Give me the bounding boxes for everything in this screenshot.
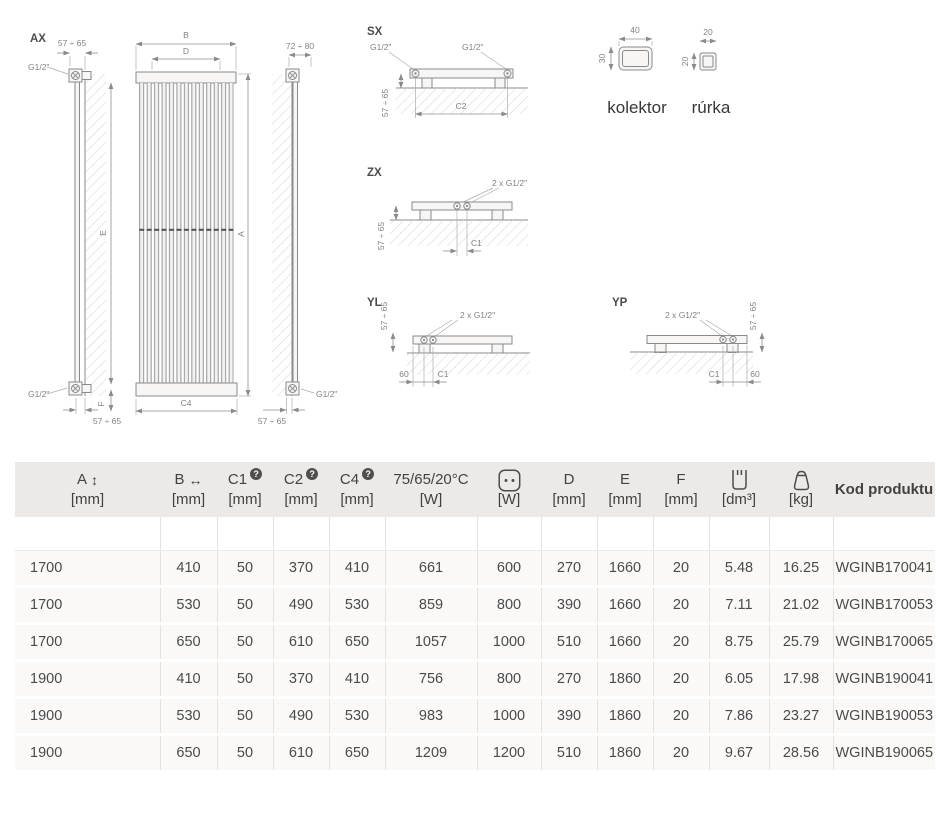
cell-c4: 410 [329, 551, 385, 587]
cell-c1: 50 [217, 661, 273, 698]
cell-c4: 650 [329, 624, 385, 661]
cell-d: 390 [541, 587, 597, 624]
cell-weight: 28.56 [769, 735, 833, 772]
wall-hatch [272, 74, 292, 396]
cell-b: 650 [160, 624, 217, 661]
dim-conn: 2 x G1/2" [492, 178, 528, 188]
cell-e [597, 517, 653, 551]
cell-e: 1860 [597, 735, 653, 772]
drawing-yl [367, 297, 530, 387]
table-row [15, 587, 935, 624]
dim-conn-bottom-right: G1/2" [316, 389, 338, 399]
dim-conn: 2 x G1/2" [665, 310, 701, 320]
top-collector [136, 72, 236, 83]
cell-f: 20 [653, 624, 709, 661]
rurka-label: rúrka [691, 98, 731, 117]
col-header-d [541, 462, 597, 517]
cell-power_el: 1000 [477, 624, 541, 661]
question-icon[interactable]: ? [306, 468, 318, 480]
cell-e: 1660 [597, 624, 653, 661]
drawing-label-sx: SX [367, 26, 383, 38]
cell-volume: 7.86 [709, 698, 769, 735]
drawing-label-yl: YL [367, 297, 382, 309]
cell-kod: WGINB170041 [833, 551, 935, 587]
cell-c4 [329, 517, 385, 551]
dim-c1: C1 [471, 238, 482, 248]
cell-c1: 50 [217, 624, 273, 661]
cell-d: 270 [541, 661, 597, 698]
question-icon[interactable]: ? [362, 468, 374, 480]
col-label: D [563, 471, 575, 488]
cell-kod: WGINB170065 [833, 624, 935, 661]
dim-d: D [182, 46, 190, 56]
cell-e: 1860 [597, 661, 653, 698]
cell-c2: 370 [273, 551, 329, 587]
spec-table-wrap [15, 462, 935, 773]
wall-hatch [390, 220, 528, 246]
cell-a: 1700 [15, 551, 160, 587]
question-icon[interactable]: ? [250, 468, 262, 480]
dim-c1: C1 [708, 369, 720, 379]
cell-d: 270 [541, 551, 597, 587]
dim-wall-offset-bottom-right: 57 ÷ 65 [257, 416, 287, 426]
dim-f: F [96, 401, 106, 407]
cell-d: 390 [541, 698, 597, 735]
dim-bracket-depth: 72 ÷ 80 [285, 41, 315, 51]
cell-c1: 50 [217, 551, 273, 587]
cell-c4: 530 [329, 587, 385, 624]
col-header-a [15, 462, 160, 517]
col-label: Kod produktu [834, 480, 934, 498]
cell-b: 530 [160, 587, 217, 624]
table-row [15, 661, 935, 698]
table-row [15, 735, 935, 772]
col-unit: [mm] [608, 491, 642, 508]
drawing-ax [28, 30, 337, 426]
cell-a: 1700 [15, 587, 160, 624]
volume-icon [730, 469, 749, 491]
cell-c1: 50 [217, 587, 273, 624]
dim-conn-left: G1/2" [370, 42, 392, 52]
cell-a: 1900 [15, 661, 160, 698]
spec-table [15, 462, 935, 773]
dim-wall-offset-bottom-left: 57 ÷ 65 [92, 416, 122, 426]
dim-a: A [236, 231, 246, 237]
cell-weight: 23.27 [769, 698, 833, 735]
cell-power_el: 800 [477, 661, 541, 698]
col-label: 75/65/20°C [393, 471, 469, 488]
col-unit: [mm] [228, 491, 262, 508]
kolektor-label: kolektor [607, 98, 667, 117]
drawing-sx [367, 26, 528, 118]
cell-d [541, 517, 597, 551]
cell-weight: 16.25 [769, 551, 833, 587]
cell-f: 20 [653, 735, 709, 772]
cell-power756520 [385, 517, 477, 551]
col-header-c4 [329, 462, 385, 517]
dim-rurka-height: 20 [680, 56, 690, 67]
col-unit: [mm] [340, 491, 374, 508]
cell-b: 410 [160, 661, 217, 698]
cell-f [653, 517, 709, 551]
drawing-label-ax: AX [30, 33, 46, 45]
col-header-volume [709, 462, 769, 517]
col-header-weight [769, 462, 833, 517]
drawing-label-zx: ZX [367, 167, 382, 179]
cell-c4: 650 [329, 735, 385, 772]
cell-d: 510 [541, 735, 597, 772]
table-row [15, 551, 935, 587]
cell-kod [833, 517, 935, 551]
dim-wall-offset: 57 ÷ 65 [379, 301, 389, 331]
dim-e: E [98, 230, 108, 236]
cell-power_el [477, 517, 541, 551]
cell-f: 20 [653, 661, 709, 698]
dim-rurka-width: 20 [703, 27, 713, 37]
drawing-label-yp: YP [612, 297, 628, 309]
cell-power_el: 1200 [477, 735, 541, 772]
cell-volume: 7.11 [709, 587, 769, 624]
cell-weight: 25.79 [769, 624, 833, 661]
col-header-c2 [273, 462, 329, 517]
col-unit: [kg] [788, 491, 814, 508]
cell-c2: 490 [273, 587, 329, 624]
col-unit: [mm] [70, 491, 105, 508]
profiles [597, 25, 731, 117]
cell-volume: 9.67 [709, 735, 769, 772]
table-row [15, 624, 935, 661]
cell-c1: 50 [217, 698, 273, 735]
table-header-row [15, 462, 935, 517]
arrow-horizontal-icon: ↔ [188, 472, 203, 488]
weight-icon [790, 469, 813, 492]
col-unit: [mm] [664, 491, 698, 508]
col-header-e [597, 462, 653, 517]
col-unit: [mm] [284, 491, 318, 508]
cell-e: 1660 [597, 587, 653, 624]
col-label: F [676, 471, 686, 488]
dim-conn-bottom-left: G1/2" [28, 389, 50, 399]
cell-b [160, 517, 217, 551]
cell-volume [709, 517, 769, 551]
col-label: E [619, 471, 630, 488]
cell-a: 1700 [15, 624, 160, 661]
cell-power756520: 1209 [385, 735, 477, 772]
cell-c1 [217, 517, 273, 551]
col-unit: [W] [419, 491, 443, 508]
dim-kolektor-height: 30 [597, 53, 607, 64]
cell-a: 1900 [15, 698, 160, 735]
cell-d: 510 [541, 624, 597, 661]
cell-power756520: 983 [385, 698, 477, 735]
wall-hatch [630, 352, 753, 374]
col-label: C2 [283, 471, 304, 488]
col-header-kod [833, 462, 935, 517]
dim-60: 60 [750, 369, 760, 379]
cell-kod: WGINB190053 [833, 698, 935, 735]
dim-conn-top-left: G1/2" [28, 62, 50, 72]
cell-kod: WGINB190041 [833, 661, 935, 698]
col-label: C4 [339, 471, 360, 488]
dim-wall-offset-top: 57 ÷ 65 [57, 38, 87, 48]
col-header-power_el [477, 462, 541, 517]
col-label: B [174, 471, 185, 488]
cell-weight [769, 517, 833, 551]
col-header-b [160, 462, 217, 517]
arrow-vertical-icon: ↕ [91, 472, 98, 488]
table-row-empty [15, 517, 935, 551]
col-header-c1 [217, 462, 273, 517]
cell-f: 20 [653, 551, 709, 587]
dim-wall-offset: 57 ÷ 65 [748, 301, 758, 331]
dim-c1: C1 [437, 369, 449, 379]
col-label: A [76, 471, 87, 488]
col-unit: [mm] [552, 491, 586, 508]
cell-c2: 490 [273, 698, 329, 735]
dim-c2: C2 [455, 101, 467, 111]
cell-a: 1900 [15, 735, 160, 772]
col-header-f [653, 462, 709, 517]
table-row [15, 698, 935, 735]
radiator-tubes [138, 83, 234, 383]
cell-c2 [273, 517, 329, 551]
cell-c4: 530 [329, 698, 385, 735]
bottom-collector [136, 383, 237, 396]
wall-hatch [407, 353, 530, 375]
cell-b: 410 [160, 551, 217, 587]
cell-power756520: 756 [385, 661, 477, 698]
cell-f: 20 [653, 587, 709, 624]
dim-b: B [183, 30, 189, 40]
col-unit: [dm³] [721, 491, 757, 508]
cell-c2: 610 [273, 624, 329, 661]
cell-power_el: 800 [477, 587, 541, 624]
cell-power756520: 1057 [385, 624, 477, 661]
cell-power_el: 600 [477, 551, 541, 587]
dim-wall-offset: 57 ÷ 65 [380, 88, 390, 118]
socket-icon [497, 469, 522, 492]
cell-volume: 5.48 [709, 551, 769, 587]
dim-conn: 2 x G1/2" [460, 310, 496, 320]
cell-power_el: 1000 [477, 698, 541, 735]
cell-c4: 410 [329, 661, 385, 698]
cell-f: 20 [653, 698, 709, 735]
dim-wall-offset: 57 ÷ 65 [376, 221, 386, 251]
cell-e: 1860 [597, 698, 653, 735]
col-header-power756520 [385, 462, 477, 517]
cell-power756520: 859 [385, 587, 477, 624]
cell-kod: WGINB170053 [833, 587, 935, 624]
col-label: C1 [227, 471, 248, 488]
dim-conn-right: G1/2" [462, 42, 484, 52]
cell-b: 530 [160, 698, 217, 735]
cell-a [15, 517, 160, 551]
cell-weight: 21.02 [769, 587, 833, 624]
cell-c2: 370 [273, 661, 329, 698]
dim-60: 60 [399, 369, 409, 379]
cell-c2: 610 [273, 735, 329, 772]
cell-volume: 6.05 [709, 661, 769, 698]
dim-c4: C4 [180, 398, 192, 408]
drawing-zx [367, 167, 528, 256]
cell-b: 650 [160, 735, 217, 772]
cell-c1: 50 [217, 735, 273, 772]
cell-e: 1660 [597, 551, 653, 587]
cell-volume: 8.75 [709, 624, 769, 661]
cell-power756520: 661 [385, 551, 477, 587]
col-unit: [W] [497, 491, 521, 508]
drawing-yp [612, 297, 762, 387]
col-unit: [mm] [171, 491, 206, 508]
cell-weight: 17.98 [769, 661, 833, 698]
cell-kod: WGINB190065 [833, 735, 935, 772]
dim-kolektor-width: 40 [630, 25, 640, 35]
